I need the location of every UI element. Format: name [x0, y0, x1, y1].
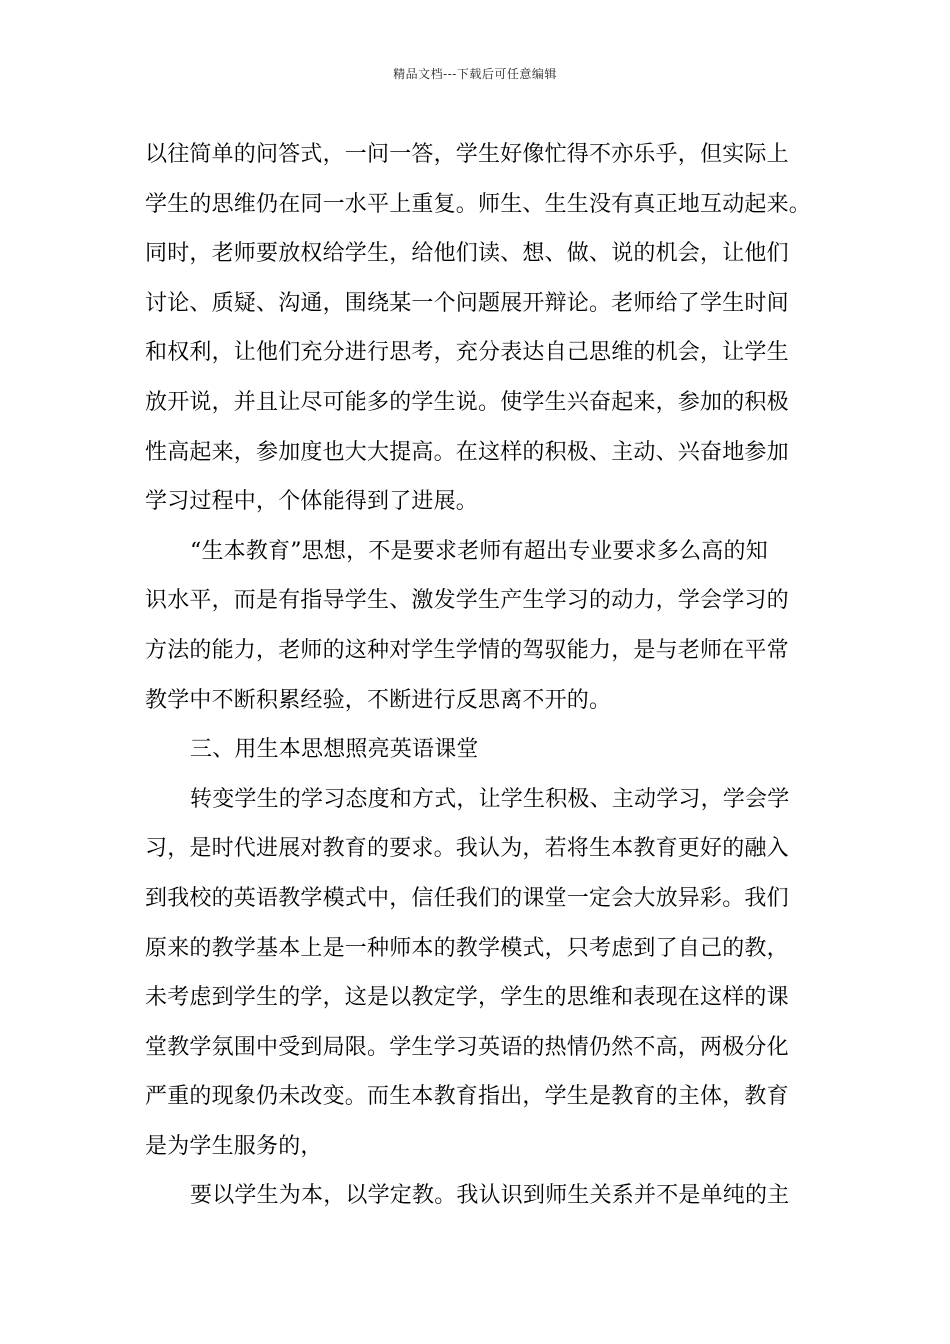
text-line: 是为学生服务的，: [145, 1133, 323, 1159]
paragraph: [145, 1171, 820, 1221]
text-line: 原来的教学基本上是一种师本的教学模式，只考虑到了自己的教，: [145, 935, 789, 961]
text-line: 习，是时代进展对教育的要求。我认为，若将生本教育更好的融入: [145, 836, 789, 862]
text-line: 方法的能力，老师的这种对学生学情的驾驭能力，是与老师在平常: [145, 637, 789, 663]
text-line: 放开说，并且让尽可能多的学生说。使学生兴奋起来，参加的积极: [145, 389, 789, 415]
text-line: “生本教育”思想，不是要求老师有超出专业要求多么高的知: [190, 538, 768, 564]
paragraph: [145, 527, 820, 725]
paragraph: [145, 775, 820, 1172]
text-line: 讨论、质疑、沟通，围绕某一个问题展开辩论。老师给了学生时间: [145, 290, 789, 316]
text-line: 和权利，让他们充分进行思考，充分表达自己思维的机会，让学生: [145, 340, 789, 366]
document-body: [145, 130, 820, 1221]
paragraph: [145, 130, 820, 527]
text-line: 要以学生为本，以学定教。我认识到师生关系并不是单纯的主: [190, 1183, 790, 1209]
page-header: 精品文档---下载后可任意编辑: [393, 67, 557, 81]
text-line: 教学中不断积累经验，不断进行反思离不开的。: [145, 687, 612, 713]
text-line: 堂教学氛围中受到局限。学生学习英语的热情仍然不高，两极分化: [145, 1034, 789, 1060]
text-line: 性高起来，参加度也大大提高。在这样的积极、主动、兴奋地参加: [145, 439, 789, 465]
text-line: 学生的思维仍在同一水平上重复。师生、生生没有真正地互动起来。: [145, 191, 812, 217]
section-heading: [145, 725, 820, 775]
text-line: 转变学生的学习态度和方式，让学生积极、主动学习，学会学: [190, 786, 790, 812]
text-line: 到我校的英语教学模式中，信任我们的课堂一定会大放异彩。我们: [145, 885, 789, 911]
text-line: 学习过程中，个体能得到了进展。: [145, 489, 479, 515]
heading-text: 三、用生本思想照亮英语课堂: [190, 737, 479, 763]
text-line: 以往简单的问答式，一问一答，学生好像忙得不亦乐乎，但实际上: [145, 142, 789, 167]
text-line: 未考虑到学生的学，这是以教定学，学生的思维和表现在这样的课: [145, 985, 789, 1011]
text-line: 同时，老师要放权给学生，给他们读、想、做、说的机会，让他们: [145, 241, 789, 267]
text-line: 严重的现象仍未改变。而生本教育指出，学生是教育的主体，教育: [145, 1084, 789, 1110]
text-line: 识水平，而是有指导学生、激发学生产生学习的动力，学会学习的: [145, 588, 789, 614]
